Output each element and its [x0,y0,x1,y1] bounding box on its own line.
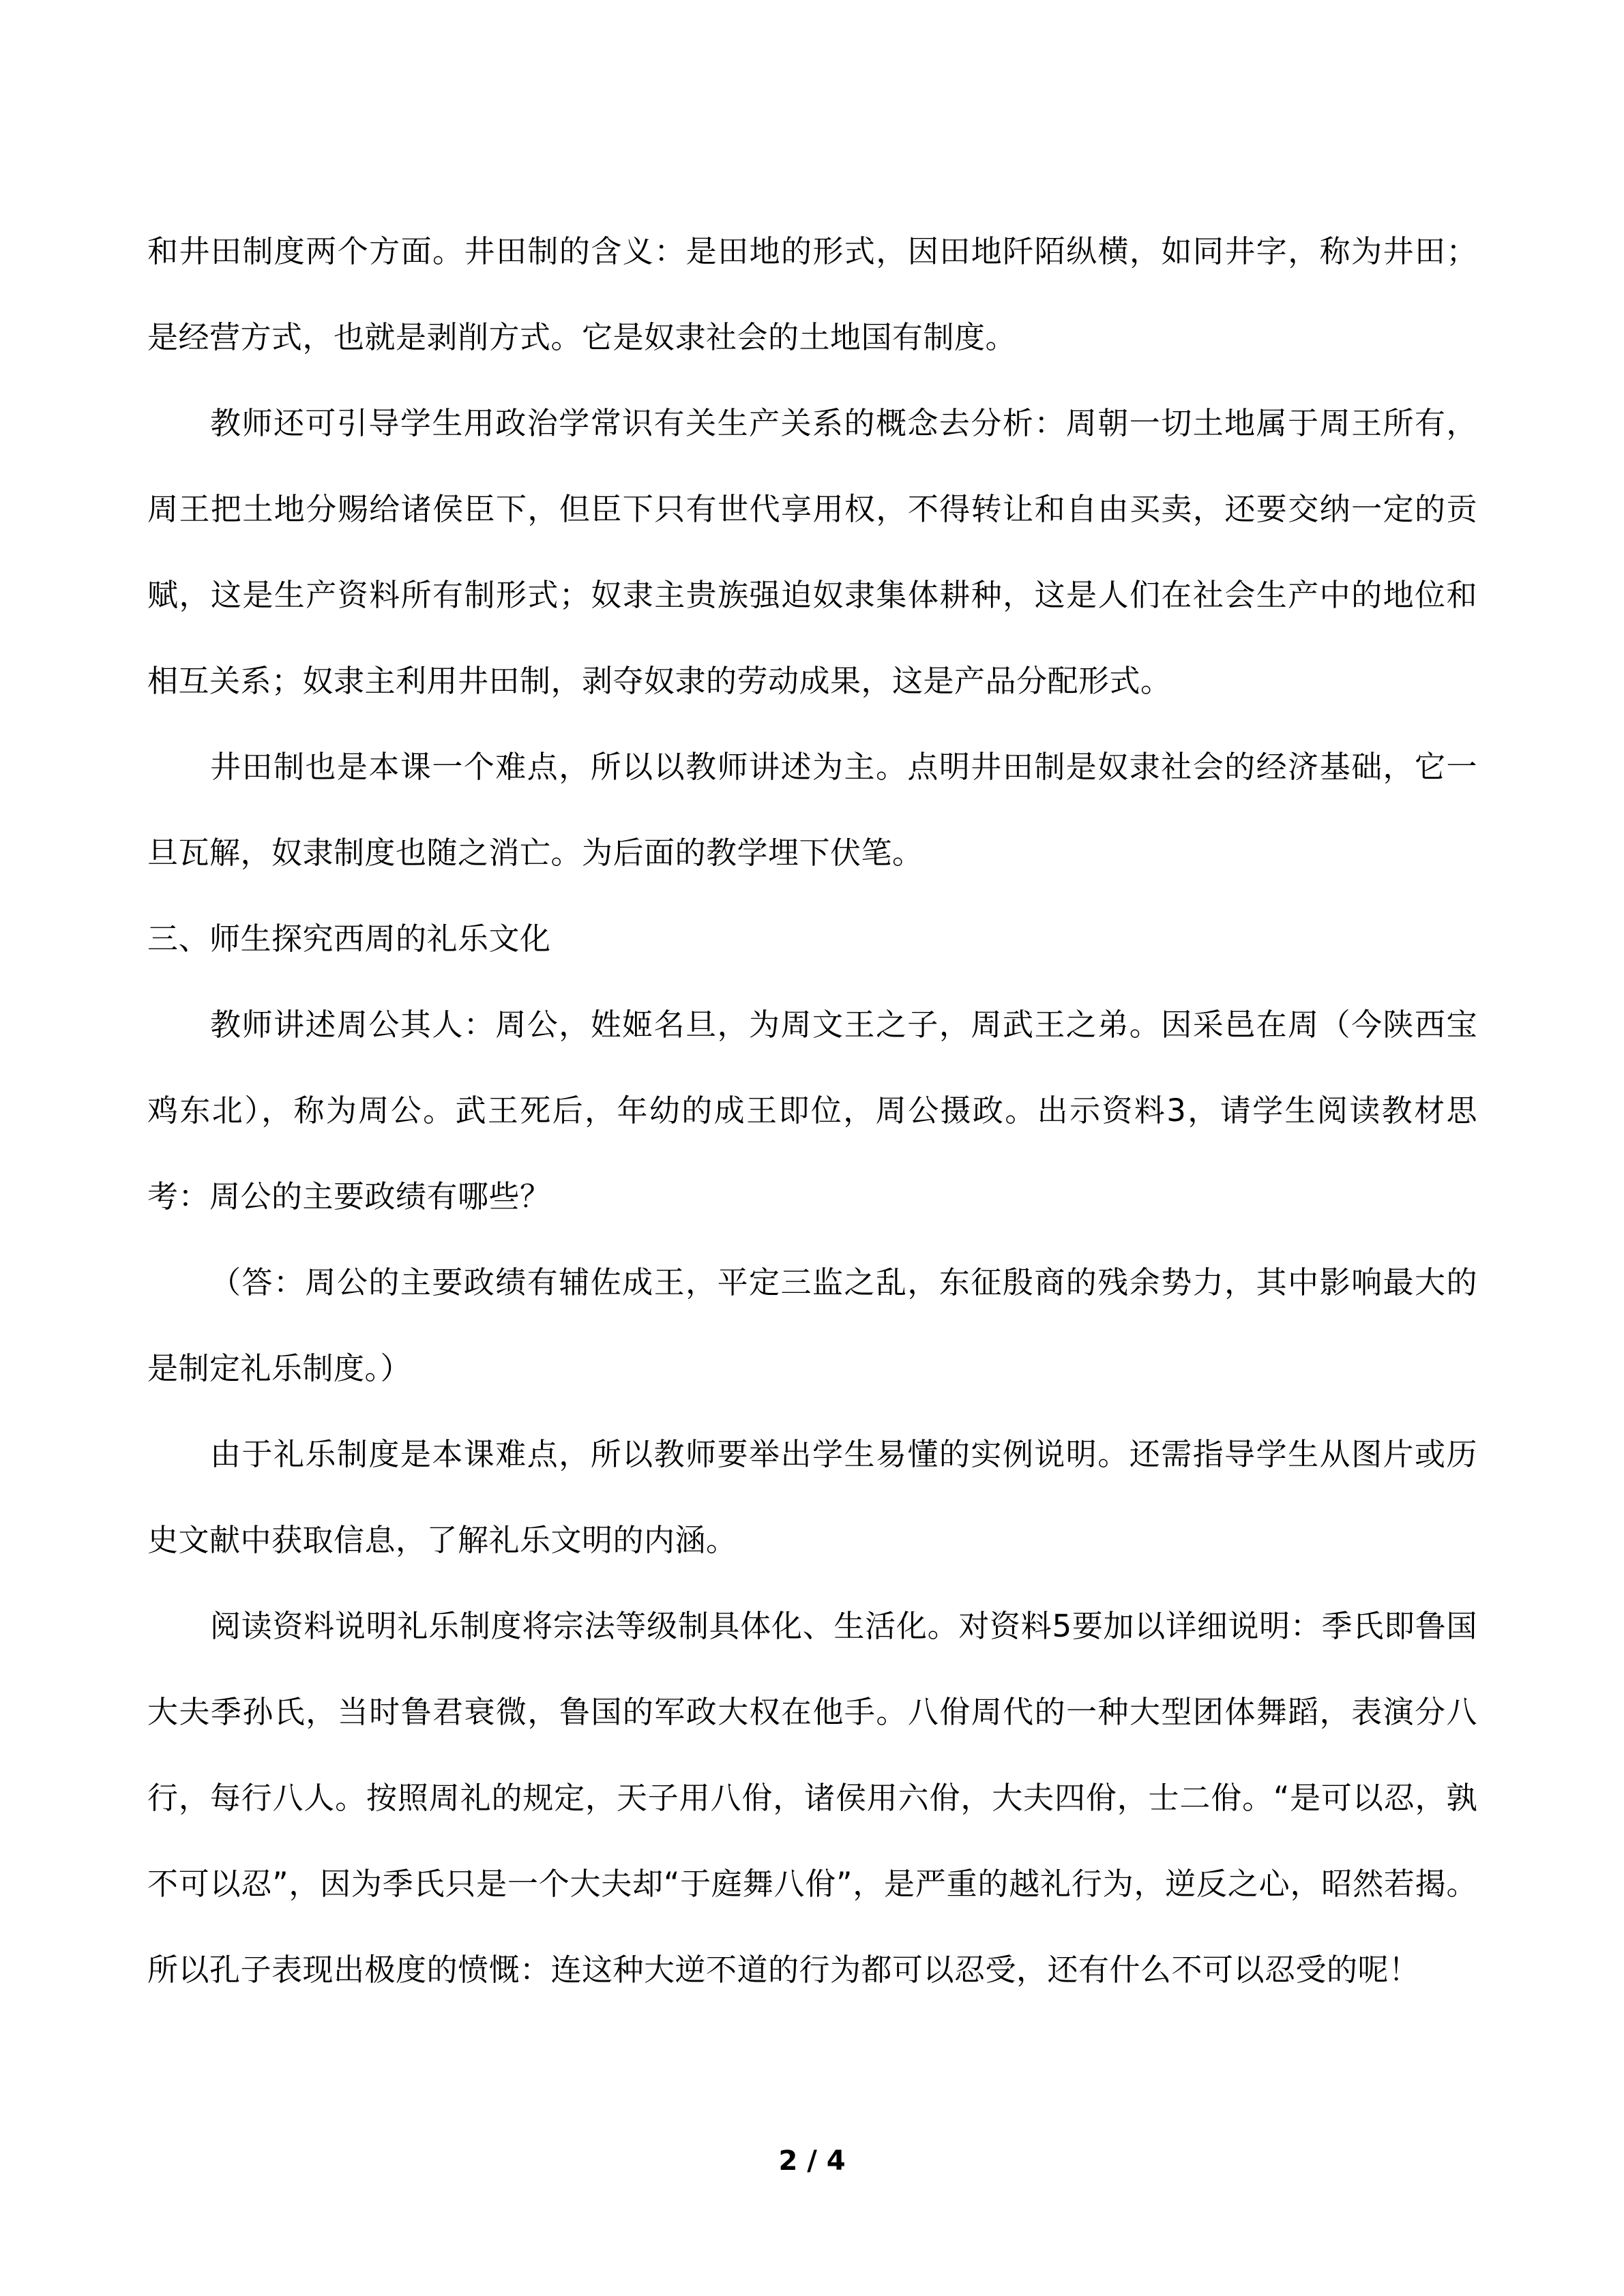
paragraph-answer: （答：周公的主要政绩有辅佐成王，平定三监之乱，东征殷商的残余势力，其中影响最大的是制定礼乐制度。） [147,1264,1477,1386]
page-number: 2 / 4 [778,2145,846,2177]
paragraph-production-relations: 教师还可引导学生用政治学常识有关生产关系的概念去分析：周朝一切土地属于周王所有，周王把土地分赐给诸侯臣下，但臣下只有世代享用权，不得转让和自由买卖，还要交纳一定的贡赋，这是生产资料所有制形式；奴隶主贵族强迫奴隶集体耕种，这是人们在社会生产中的地位和相互关系；奴隶主利用井田制，剥夺奴隶的劳动成果，这是产品分配形式。 [147,405,1477,699]
paragraph-jingtian-definition: 和井田制度两个方面。井田制的含义：是田地的形式，因田地阡陌纵横，如同井字，称为井田；是经营方式，也就是剥削方式。它是奴隶社会的土地国有制度。 [147,233,1477,355]
document-body [147,209,1477,2013]
paragraph-bayi-explanation: 阅读资料说明礼乐制度将宗法等级制具体化、生活化。对资料5要加以详细说明：季氏即鲁国大夫季孙氏，当时鲁君衰微，鲁国的军政大权在他手。八佾周代的一种大型团体舞蹈，表演分八行，每行八人。按照周礼的规定，天子用八佾，诸侯用六佾，大夫四佾，士二佾。“是可以忍，孰不可以忍”，因为季氏只是一个大夫却“于庭舞八佾”，是严重的越礼行为，逆反之心，昭然若揭。所以孔子表现出极度的愤慨：连这种大逆不道的行为都可以忍受，还有什么不可以忍受的呢！ [147,1608,1477,1988]
paragraph-rites-examples: 由于礼乐制度是本课难点，所以教师要举出学生易懂的实例说明。还需指导学生从图片或历史文献中获取信息，了解礼乐文明的内涵。 [147,1436,1477,1558]
paragraph-jingtian-difficulty: 井田制也是本课一个难点，所以以教师讲述为主。点明井田制是奴隶社会的经济基础，它一旦瓦解，奴隶制度也随之消亡。为后面的教学埋下伏笔。 [147,749,1477,871]
paragraph-duke-zhou: 教师讲述周公其人：周公，姓姬名旦，为周文王之子，周武王之弟。因采邑在周（今陕西宝鸡东北），称为周公。武王死后，年幼的成王即位，周公摄政。出示资料3，请学生阅读教材思考：周公的主要政绩有哪些？ [147,1007,1477,1214]
section-heading-rites-music: 三、师生探究西周的礼乐文化 [147,921,551,957]
